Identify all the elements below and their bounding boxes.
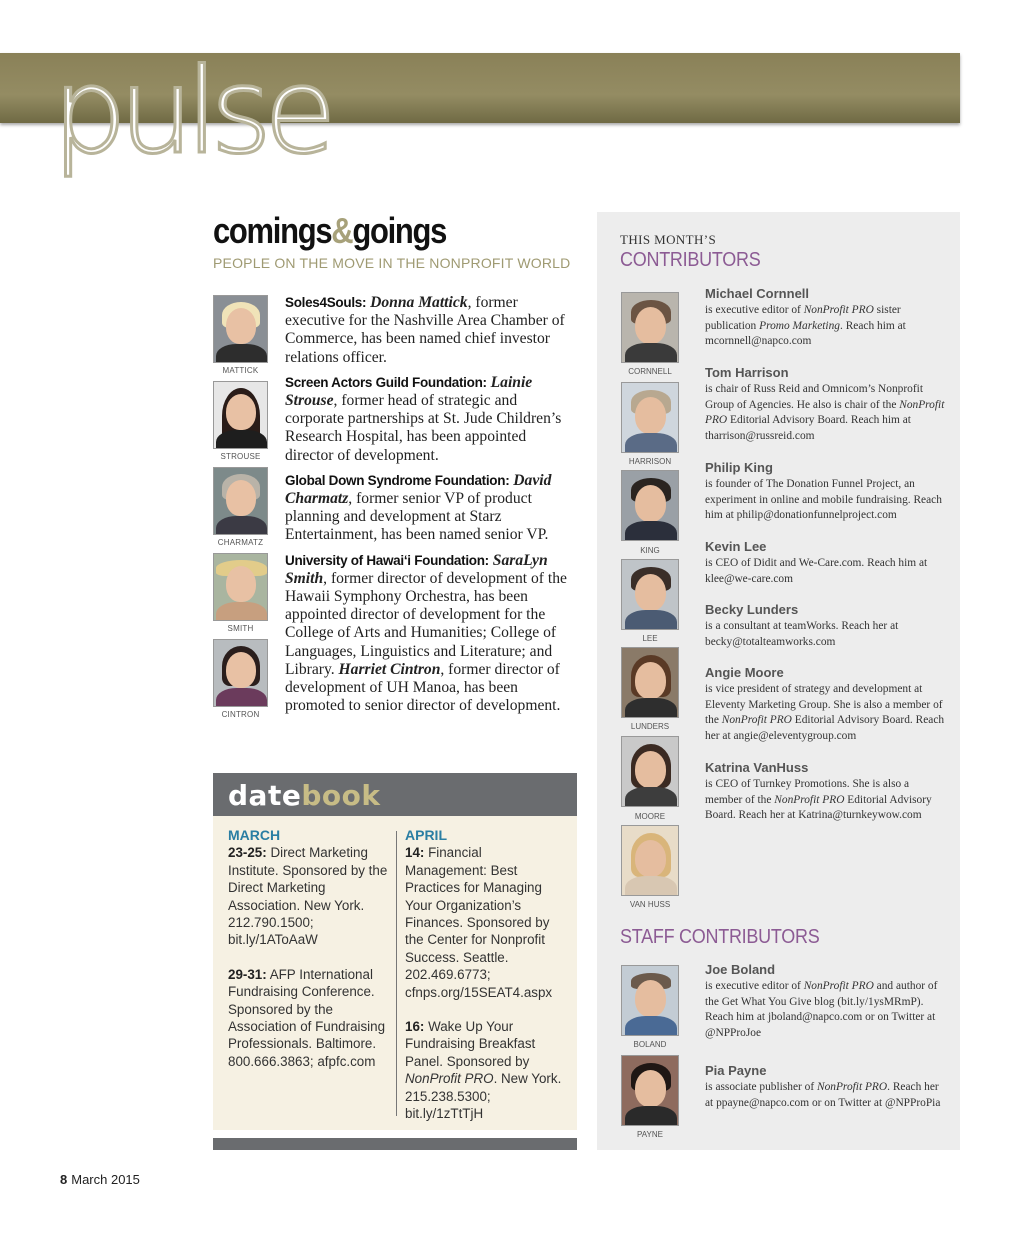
entry-org: Screen Actors Guild Foundation: (285, 374, 487, 390)
event-text: Financial Management: Best Practices for Managing Your Organization’s Finances. Sponsored by the Center for Nonprofit Success. Seattle. 202.469.6773; cfnps.org/15SEAT4.aspx (405, 845, 553, 1000)
comings-goings-entries (285, 294, 570, 722)
entry-text: , former senior VP of product planning and development at Starz Entertainment, has been named senior VP. (285, 490, 549, 544)
contributor-entry (705, 1063, 945, 1111)
event (405, 1018, 565, 1122)
caption: SMITH (227, 624, 254, 633)
bio-text: . Reach her at ppayne@napco.com or on Twitter at @NPProPia (705, 1080, 941, 1109)
photo-lee (621, 559, 679, 630)
contributor-entry (705, 365, 945, 445)
title-part: goings (352, 210, 447, 251)
contributor-entry (705, 760, 945, 824)
contributor-name: Becky Lunders (705, 602, 799, 617)
contributor-entry (705, 962, 945, 1042)
bio-text: Editorial Advisory Board. Reach her at Katrina@turnkeywow.com (705, 793, 932, 822)
title-part: comings (213, 210, 332, 251)
people-photos (213, 295, 269, 719)
contributor-entry (705, 539, 945, 587)
contributor-name: Joe Boland (705, 962, 776, 977)
bio-italic: NonProfit PRO (816, 1080, 888, 1093)
entry-person: SaraLyn Smith (285, 551, 548, 587)
contributor-name: Katrina VanHuss (705, 760, 809, 775)
comings-goings-title (213, 210, 446, 252)
entry-org: Global Down Syndrome Foundation: (285, 472, 510, 488)
event-text: Direct Marketing Institute. Sponsored by the Direct Marketing Association. New York. 212.790.1500; bit.ly/1AToAaW (228, 845, 388, 948)
datebook-title (213, 773, 577, 816)
photo-cornnell (621, 292, 679, 363)
entry (285, 374, 570, 465)
entry-org: Soles4Souls: (285, 295, 367, 310)
entry-person: Harriet Cintron (338, 660, 441, 678)
contributors-panel (597, 212, 960, 1150)
photo-mattick (213, 295, 268, 363)
bio-text: Editorial Advisory Board. Reach her at angie@eleventygroup.com (705, 714, 945, 743)
event (228, 966, 388, 1070)
event (228, 844, 388, 948)
entry (285, 294, 570, 367)
bio-text: and author of the Get What You Give blog (bit.ly/1ysMRmP). Reach him at jboland@napco.com or on Twitter at @NPProJoe (705, 979, 938, 1040)
contributor-name: Philip King (705, 460, 773, 475)
contributor-name: Pia Payne (705, 1063, 767, 1078)
photo-lunders (621, 647, 679, 718)
photo-smith (213, 553, 268, 621)
contributors-kicker: THIS MONTH’S (620, 232, 717, 247)
month-label: APRIL (405, 827, 447, 843)
bio-italic: NonProfit PRO (803, 303, 874, 316)
bio-text: is associate publisher of (705, 1080, 817, 1093)
photo-vanhuss (621, 825, 679, 896)
title-part: date (228, 779, 302, 812)
bio-text: is vice president of strategy and development at Eleventy Marketing Group. She is also a member of the (705, 682, 943, 727)
caption: MOORE (634, 812, 666, 821)
caption: CINTRON (221, 710, 260, 719)
entry-text: , former executive for the Nashville Area Chamber of Commerce, has been named chief investor relations officer. (285, 294, 565, 366)
photo-cintron (213, 639, 268, 707)
contributor-entry (705, 286, 945, 350)
contributor-entry (705, 602, 945, 650)
datebook-march (228, 827, 388, 1087)
section-title: pulse (52, 42, 329, 180)
photo-charmatz (213, 467, 268, 535)
bio-text: is a consultant at teamWorks. Reach her at becky@totalteamworks.com (705, 619, 899, 648)
month-label: MARCH (228, 827, 281, 843)
entry-person: Donna Mattick (370, 294, 468, 311)
bio-text: is CEO of Turnkey Promotions. She is also a member of the (705, 777, 910, 806)
bio-text: . Reach him at mcornnell@napco.com (705, 319, 906, 348)
caption: VAN HUSS (629, 900, 671, 909)
datebook-footer-bar (213, 1138, 577, 1150)
page-folio (60, 1172, 140, 1187)
bio-text: sister publication (705, 303, 901, 332)
caption: STROUSE (220, 452, 261, 461)
datebook-april (405, 827, 565, 1140)
event-date: 29-31: (228, 966, 267, 982)
event-date: 23-25: (228, 845, 267, 861)
contributor-name: Tom Harrison (705, 365, 789, 380)
title-amp: & (331, 210, 353, 251)
contributor-name: Michael Cornnell (705, 286, 810, 301)
entry-text: , former director of development of UH Manoa, has been promoted to senior director of development. (285, 660, 561, 715)
caption: LUNDERS (630, 722, 670, 731)
bio-italic: Promo Marketing (759, 319, 840, 332)
event (405, 844, 565, 1001)
event-text: . New York. 215.238.5300; bit.ly/1zTtTjH (405, 1071, 562, 1122)
photo-king (621, 470, 679, 541)
caption: KING (640, 546, 660, 555)
photo-boland (621, 965, 679, 1036)
photo-payne (621, 1055, 679, 1126)
photo-strouse (213, 381, 268, 449)
caption: CORNNELL (628, 367, 672, 376)
entry-org: University of Hawai‘i Foundation: (285, 552, 489, 568)
photo-moore (621, 736, 679, 807)
bio-text: is chair of Russ Reid and Omnicom’s Nonprofit Group of Agencies. He also is chair of the (705, 382, 923, 411)
caption: HARRISON (628, 457, 672, 466)
contributor-name: Angie Moore (705, 665, 784, 680)
issue-date: March 2015 (71, 1172, 140, 1187)
entry-person: David Charmatz (285, 471, 552, 508)
page-number: 8 (60, 1172, 68, 1187)
contributor-name: Kevin Lee (705, 539, 767, 554)
event-text: AFP International Fundraising Conference. Sponsored by the Association of Fundraising Professionals. Baltimore. 800.666.3863; afpfc.com (228, 966, 386, 1069)
entry-person: Lainie Strouse (285, 373, 533, 410)
bio-italic: NonProfit PRO (721, 714, 792, 727)
entry-text: , former head of strategic and corporate partnerships at St. Jude Children’s Research Hospital, has been appointed director of development. (285, 392, 562, 464)
contributor-entry (705, 460, 945, 524)
entry (285, 552, 570, 716)
bio-italic: NonProfit PRO (774, 793, 845, 806)
entry (285, 472, 570, 545)
bio-italic: NonProfit PRO (803, 979, 874, 992)
caption: BOLAND (633, 1040, 667, 1049)
bio-text: Editorial Advisory Board. Reach him at tharrison@russreid.com (705, 414, 911, 443)
contributors-title: CONTRIBUTORS (620, 249, 761, 271)
comings-goings-subtitle: PEOPLE ON THE MOVE IN THE NONPROFIT WORLD (213, 255, 571, 271)
column-divider (396, 831, 397, 1116)
bio-italic: NonProfit PRO (705, 398, 945, 427)
bio-text: is founder of The Donation Funnel Project, an experiment in online and mobile fundraising. Reach him at philip@donationfunnelproject.com (705, 477, 942, 522)
event-date: 14: (405, 845, 425, 861)
bio-text: is CEO of Didit and We-Care.com. Reach him at klee@we-care.com (705, 556, 928, 585)
event-text: Wake Up Your Fundraising Breakfast Panel. Sponsored by (405, 1019, 536, 1069)
caption: MATTICK (222, 366, 259, 375)
staff-contributors-title: STAFF CONTRIBUTORS (620, 926, 820, 948)
event-text-italic: NonProfit PRO (405, 1071, 494, 1087)
title-part: book (301, 779, 381, 812)
bio-text: is executive editor of (705, 303, 804, 316)
photo-harrison (621, 382, 679, 453)
datebook-box (213, 773, 577, 1130)
contributor-entry (705, 665, 945, 745)
caption: PAYNE (637, 1130, 663, 1139)
entry-text: , former director of development of the Hawaii Symphony Orchestra, has been appointed director of development for the College of Arts and Humanities; College of Languages, Linguistics and Literature; and Library. (285, 569, 567, 678)
caption: LEE (642, 634, 658, 643)
event-date: 16: (405, 1019, 425, 1035)
bio-text: is executive editor of (705, 979, 804, 992)
caption: CHARMATZ (217, 538, 264, 547)
